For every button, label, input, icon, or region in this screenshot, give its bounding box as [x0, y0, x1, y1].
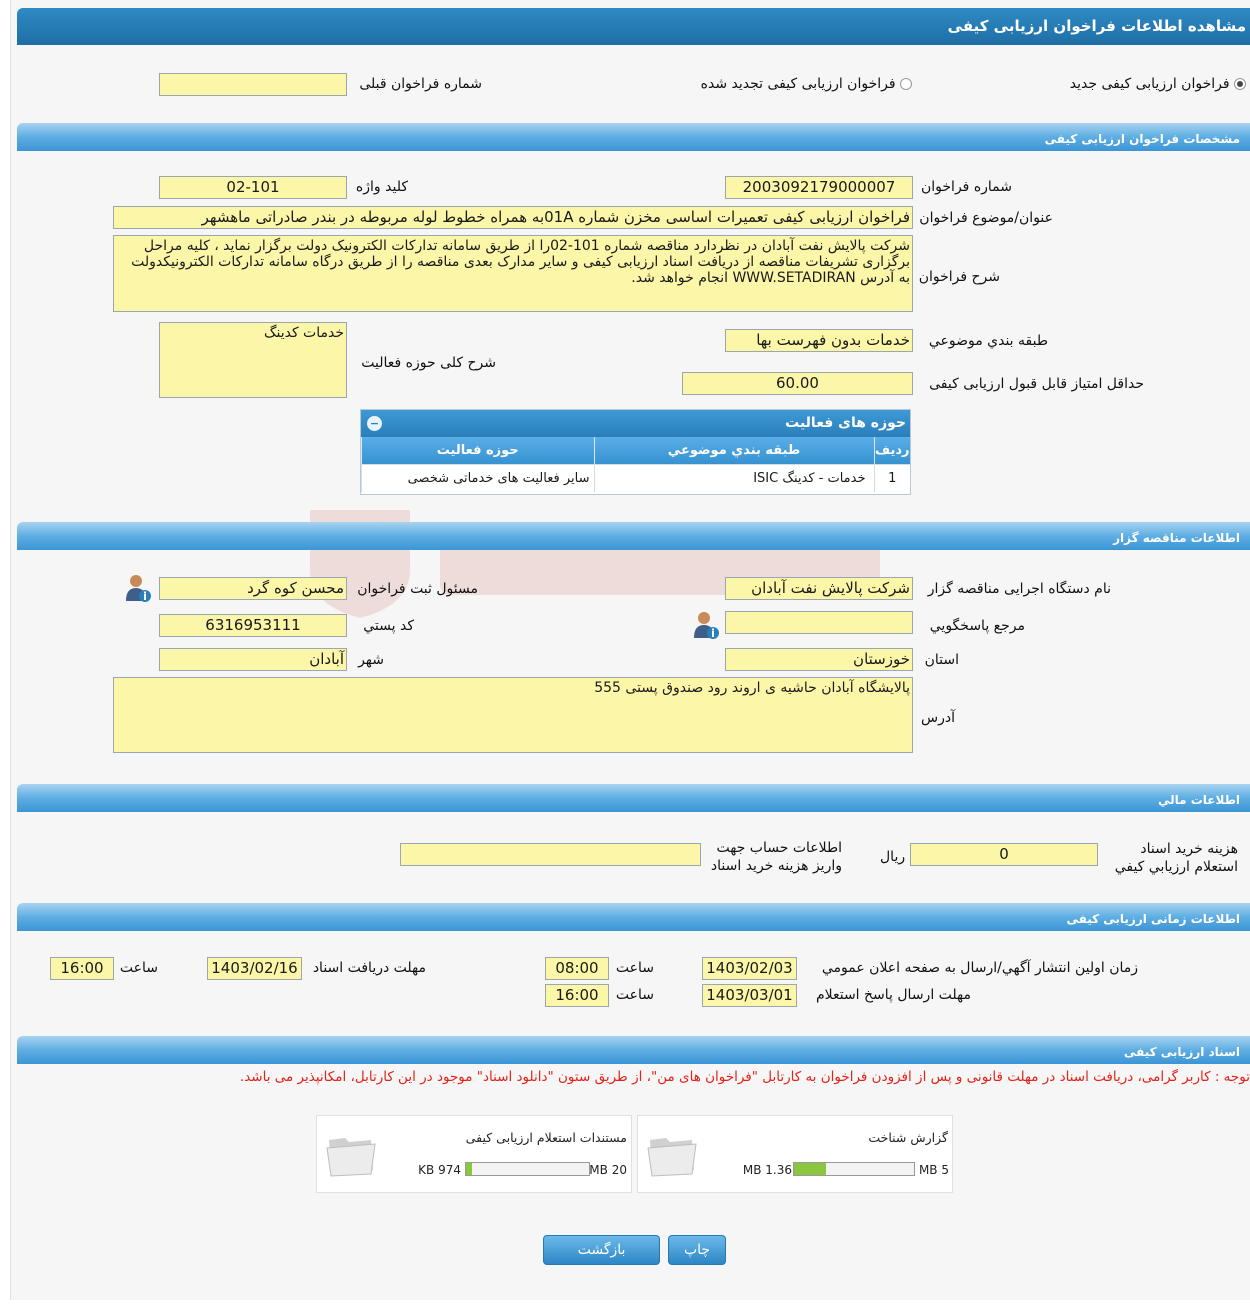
province-label: استان	[924, 652, 959, 668]
prev-number-label: شماره فراخوان قبلی	[359, 76, 482, 92]
back-button[interactable]: بازگشت	[543, 1235, 660, 1265]
account-label	[711, 839, 842, 875]
file-size: 974 KB	[418, 1163, 461, 1177]
response-time-field[interactable]: 16:00	[545, 984, 609, 1007]
min-score-label: حداقل امتیاز قابل قبول ارزیابی کیفی	[929, 376, 1144, 392]
col-scope: حوزه فعاليت	[362, 437, 595, 464]
fee-label-line1: هزینه خرید اسناد	[1140, 841, 1238, 857]
subject-field[interactable]: فراخوان ارزیابی کیفی تعمیرات اساسی مخزن شماره 01Aبه همراه خطوط لوله مربوطه در بندر صادراتی ماهشهر	[113, 206, 913, 229]
deadline-date-field[interactable]: 1403/02/16	[207, 957, 302, 980]
address-label: آدرس	[921, 710, 955, 726]
description-label: شرح فراخوان	[918, 269, 1000, 285]
file-title: گزارش شناخت	[868, 1130, 948, 1145]
officer-field[interactable]: محسن کوه گرد	[159, 577, 347, 600]
col-category: طبقه بندي موضوعي	[594, 437, 874, 464]
radio-new-option[interactable]	[1070, 76, 1246, 92]
postal-label: کد پستي	[363, 618, 414, 634]
file-progress-fill	[794, 1163, 826, 1175]
fee-label	[1115, 840, 1238, 876]
radio-new-label: فراخوان ارزیابی کیفی جدید	[1069, 76, 1230, 92]
min-score-field[interactable]: 60.00	[682, 372, 913, 395]
file-progress-fill	[466, 1163, 472, 1175]
number-label: شماره فراخوان	[921, 179, 1012, 195]
keyword-field[interactable]: 02-101	[159, 176, 347, 199]
subject-label: عنوان/موضوع فراخوان	[919, 210, 1053, 226]
section-finance-header: اطلاعات مالي	[17, 784, 1250, 812]
file-title: مستندات استعلام ارزیابی کیفی	[465, 1130, 627, 1145]
deadline-time-label: ساعت	[119, 960, 158, 976]
account-label-line1: اطلاعات حساب جهت	[716, 840, 842, 856]
keyword-label: کلید واژه	[355, 179, 408, 195]
cell-row: 1	[874, 464, 910, 492]
publish-date-field[interactable]: 1403/02/03	[702, 957, 797, 980]
scope-field[interactable]: خدمات کدینگ	[159, 322, 347, 398]
ref-label: مرجع پاسخگويي	[929, 618, 1025, 634]
file-progress-bar	[793, 1162, 915, 1176]
cell-category: خدمات - کدینگ ISIC	[594, 464, 874, 492]
ref-field[interactable]	[725, 611, 913, 634]
account-label-line2: واريز هزينه خريد اسناد	[710, 858, 842, 874]
print-button[interactable]: چاپ	[668, 1235, 726, 1265]
publish-time-field[interactable]: 08:00	[545, 957, 609, 980]
deadline-label: مهلت دریافت اسناد	[312, 960, 426, 976]
prev-number-field[interactable]	[159, 73, 347, 96]
number-field[interactable]: 2003092179000007	[725, 176, 913, 199]
file-max-size: 5 MB	[918, 1163, 949, 1177]
cell-scope: سایر فعالیت های خدماتی شخصی	[362, 464, 595, 492]
file-size: 1.36 MB	[742, 1163, 792, 1177]
radio-renewed[interactable]	[900, 78, 912, 90]
response-date-field[interactable]: 1403/03/01	[702, 984, 797, 1007]
publish-label: زمان اولین انتشار آگهي/ارسال به صفحه اعلان عمومي	[821, 960, 1138, 976]
officer-label: مسئول ثبت فراخوان	[357, 581, 478, 597]
address-field[interactable]: پالایشگاه آبادان حاشیه ی اروند رود صندوق پستی 555	[113, 677, 913, 753]
fee-label-line2: استعلام ارزيابي کيفي	[1114, 859, 1238, 875]
account-field[interactable]	[400, 843, 701, 866]
file-card-docs[interactable]	[316, 1115, 632, 1193]
org-field[interactable]: شرکت پالایش نفت آبادان	[725, 577, 913, 600]
fee-field[interactable]: 0	[910, 843, 1098, 866]
activity-grid-header	[361, 410, 910, 437]
user-info-icon[interactable]	[692, 610, 720, 640]
folder-icon	[325, 1130, 377, 1178]
activity-table-header-row	[362, 437, 911, 464]
user-info-icon[interactable]	[124, 573, 152, 603]
response-label: مهلت ارسال پاسخ استعلام	[815, 987, 971, 1003]
category-field[interactable]: خدمات بدون فهرست بها	[725, 329, 913, 352]
category-label: طبقه بندي موضوعي	[928, 333, 1048, 349]
org-label: نام دستگاه اجرایی مناقصه گزار	[927, 581, 1111, 597]
documents-note: توجه : کاربر گرامی، دریافت اسناد در مهلت قانونی و پس از افزودن فراخوان به کارتابل "فراخوان های من"، از طریق ستون "دانلود اسناد" موجود در این کارتابل، امکانپذیر می باشد.	[239, 1069, 1250, 1085]
section-timing-header: اطلاعات زمانی ارزیابی کیفی	[17, 903, 1250, 931]
deadline-time-field[interactable]: 16:00	[50, 957, 114, 980]
city-label: شهر	[358, 652, 384, 668]
activity-grid	[360, 409, 911, 495]
file-progress-bar	[465, 1162, 590, 1176]
radio-new[interactable]	[1234, 78, 1246, 90]
page-header: مشاهده اطلاعات فراخوان ارزیابی کیفی	[17, 8, 1250, 45]
section-tenderer-header: اطلاعات مناقصه گزار	[17, 522, 1250, 550]
activity-table	[361, 437, 910, 492]
collapse-icon[interactable]: −	[367, 416, 382, 431]
publish-time-label: ساعت	[615, 960, 654, 976]
scope-label: شرح کلی حوزه فعالیت	[361, 355, 496, 371]
watermark-logo	[300, 500, 900, 620]
section-documents-header: اسناد ارزیابی کیفی	[17, 1036, 1250, 1064]
description-field[interactable]: شرکت پالایش نفت آبادان در نظردارد مناقصه شماره 101-02را از طریق سامانه تدارکات الکترونیک دولت برگزار نماید ، کلیه مراحل برگزاری تشریفات مناقصه از دریافت اسناد ارزیابی کیفی و سایر مدارک بعدی مناقصه را از طریق درگاه سامانه تدارکات الکترونیکدولت به آدرس WWW.SETADIRAN انجام خواهد شد.	[113, 235, 913, 312]
radio-renewed-label: فراخوان ارزیابی کیفی تجدید شده	[700, 76, 896, 92]
city-field[interactable]: آبادان	[159, 648, 347, 671]
response-time-label: ساعت	[615, 987, 654, 1003]
fee-unit: ريال	[880, 849, 906, 865]
section-spec-header: مشخصات فراخوان ارزیابی کیفی	[17, 123, 1250, 151]
col-row: رديف	[874, 437, 910, 464]
folder-icon	[646, 1130, 698, 1178]
file-max-size: 20 MB	[589, 1163, 627, 1177]
radio-renewed-option[interactable]	[701, 76, 912, 92]
postal-field[interactable]: 6316953111	[159, 614, 347, 637]
province-field[interactable]: خوزستان	[725, 648, 913, 671]
table-row	[362, 464, 911, 492]
file-card-report[interactable]	[637, 1115, 953, 1193]
activity-grid-title: حوزه های فعالیت	[785, 415, 906, 431]
